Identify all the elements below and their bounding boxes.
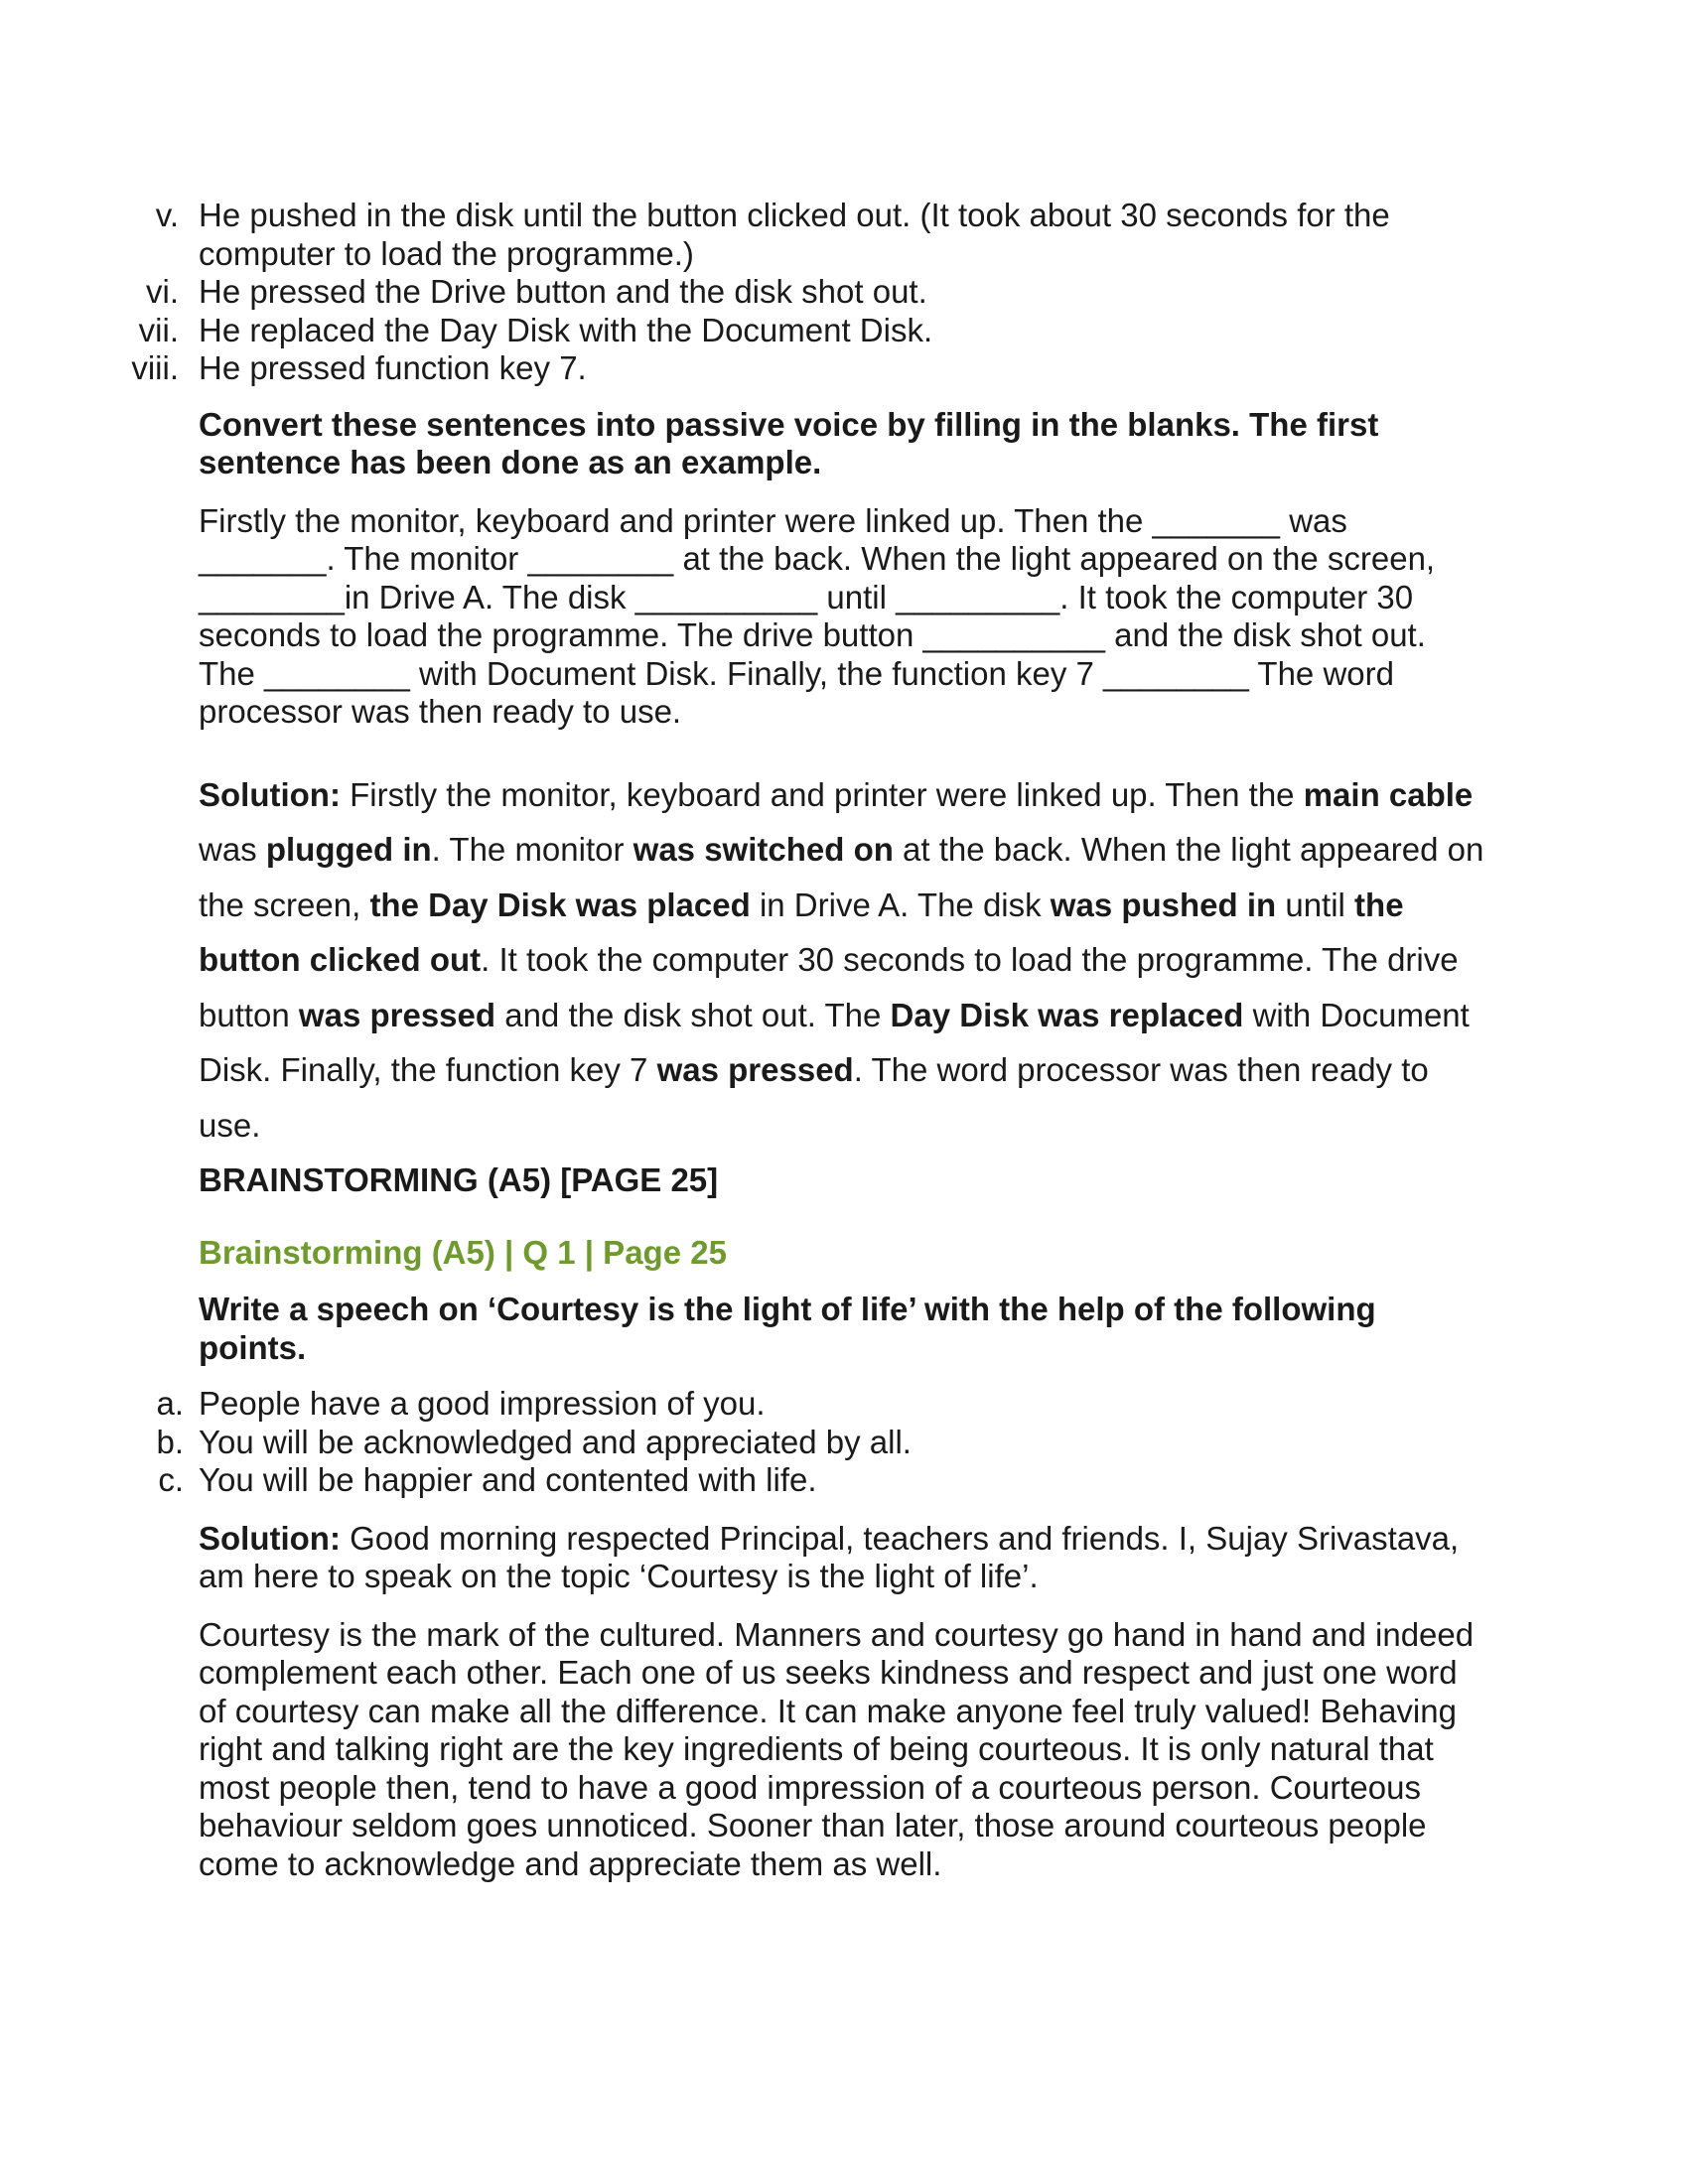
solution-answer: was pressed: [656, 1051, 854, 1088]
list-item: [138, 311, 1489, 350]
list-item-text: He pushed in the disk until the button clicked out. (It took about 30 seconds for the computer to load the programme.): [199, 197, 1390, 272]
solution-text: . The word processor was then ready to use.: [199, 1051, 1429, 1144]
list-item-text: You will be acknowledged and appreciated by all.: [199, 1423, 912, 1460]
passage-line: Firstly the monitor, keyboard and printer were linked up. Then the _______ was: [199, 501, 1347, 539]
passage-line: The ________ with Document Disk. Finally, the function key 7 ________ The word: [199, 654, 1394, 692]
list-item-number: vi.: [146, 273, 179, 310]
points-list: [156, 1385, 1489, 1500]
solution-text: until: [1276, 886, 1355, 923]
list-item: [158, 1461, 1489, 1500]
solution-label: Solution:: [199, 1519, 341, 1557]
page-content: [131, 197, 1489, 1883]
solution-text: was: [199, 831, 266, 868]
section-heading: BRAINSTORMING (A5) [PAGE 25]: [199, 1161, 719, 1198]
exercise-instruction: Convert these sentences into passive voice by filling in the blanks. The first sentence has been done as an example.: [199, 405, 1379, 480]
solution-text: Firstly the monitor, keyboard and printer were linked up. Then the: [340, 775, 1304, 813]
solution-label: Solution:: [199, 775, 341, 813]
solution-text: Good morning respected Principal, teachers and friends. I, Sujay Srivastava, am here to speak on the topic ‘Courtesy is the light of life’.: [199, 1519, 1460, 1594]
solution-answer: main cable: [1303, 775, 1474, 813]
solution-answer: plugged in: [265, 831, 432, 868]
solution-text: in Drive A. The disk: [750, 886, 1051, 923]
list-item-text: People have a good impression of you.: [199, 1385, 766, 1422]
speech-instruction: Write a speech on ‘Courtesy is the light of life’ with the help of the following points.: [199, 1291, 1376, 1366]
passage-line: seconds to load the programme. The drive button __________ and the disk shot out.: [199, 616, 1426, 653]
solution-answer: the button clicked out: [199, 886, 1404, 978]
solution-text: at the back. When the light appeared on the screen,: [199, 831, 1484, 923]
solution-text: and the disk shot out. The: [495, 996, 891, 1033]
list-item-number: vii.: [138, 311, 179, 348]
solution-answer: the Day Disk was placed: [369, 886, 751, 923]
list-item-letter: a.: [156, 1385, 184, 1422]
roman-numeral-list: [131, 197, 1489, 388]
passage-line: ________in Drive A. The disk __________ until _________. It took the computer 30: [199, 578, 1414, 615]
speech-paragraph: Courtesy is the mark of the cultured. Manners and courtesy go hand in hand and indeed complement each other. Each one of us seeks kindness and respect and just one word of courtesy can make all the difference. It can make anyone feel truly valued! Behaving right and talking right are the key ingredients of being courteous. It is only natural that most people then, tend to have a good impression of a courteous person. Courteous behaviour seldom goes unnoticed. Sooner than later, those around courteous people come to acknowledge and appreciate them as well.: [199, 1615, 1475, 1882]
passage-line: _______. The monitor ________ at the back. When the light appeared on the screen,: [199, 540, 1436, 577]
list-item: [156, 1385, 1489, 1424]
list-item: [131, 349, 1489, 388]
solution-answer: was switched on: [633, 831, 894, 868]
speech-solution-intro: [199, 1520, 1489, 1596]
list-item: [155, 197, 1489, 273]
solution-text: with Document Disk. Finally, the function key 7: [199, 996, 1470, 1088]
solution-answer: was pushed in: [1050, 886, 1277, 923]
passive-voice-solution: [199, 767, 1489, 1154]
list-item-text: He replaced the Day Disk with the Document Disk.: [199, 311, 933, 348]
fill-in-blanks-passage: [199, 502, 1489, 732]
list-item-text: He pressed the Drive button and the disk shot out.: [199, 273, 927, 310]
passage-line: processor was then ready to use.: [199, 693, 682, 730]
solution-answer: Day Disk was replaced: [890, 996, 1244, 1033]
list-item-text: You will be happier and contented with life.: [199, 1461, 817, 1498]
list-item: [146, 273, 1489, 312]
list-item-number: viii.: [131, 349, 179, 386]
list-item-letter: b.: [156, 1423, 184, 1460]
list-item: [156, 1423, 1489, 1462]
solution-answer: was pressed: [298, 996, 496, 1033]
list-item-letter: c.: [158, 1461, 184, 1498]
solution-text: . It took the computer 30 seconds to load the programme. The drive button: [199, 941, 1459, 1033]
question-heading: Brainstorming (A5) | Q 1 | Page 25: [199, 1234, 727, 1271]
list-item-text: He pressed function key 7.: [199, 349, 587, 386]
list-item-number: v.: [155, 197, 179, 233]
solution-text: . The monitor: [431, 831, 633, 868]
